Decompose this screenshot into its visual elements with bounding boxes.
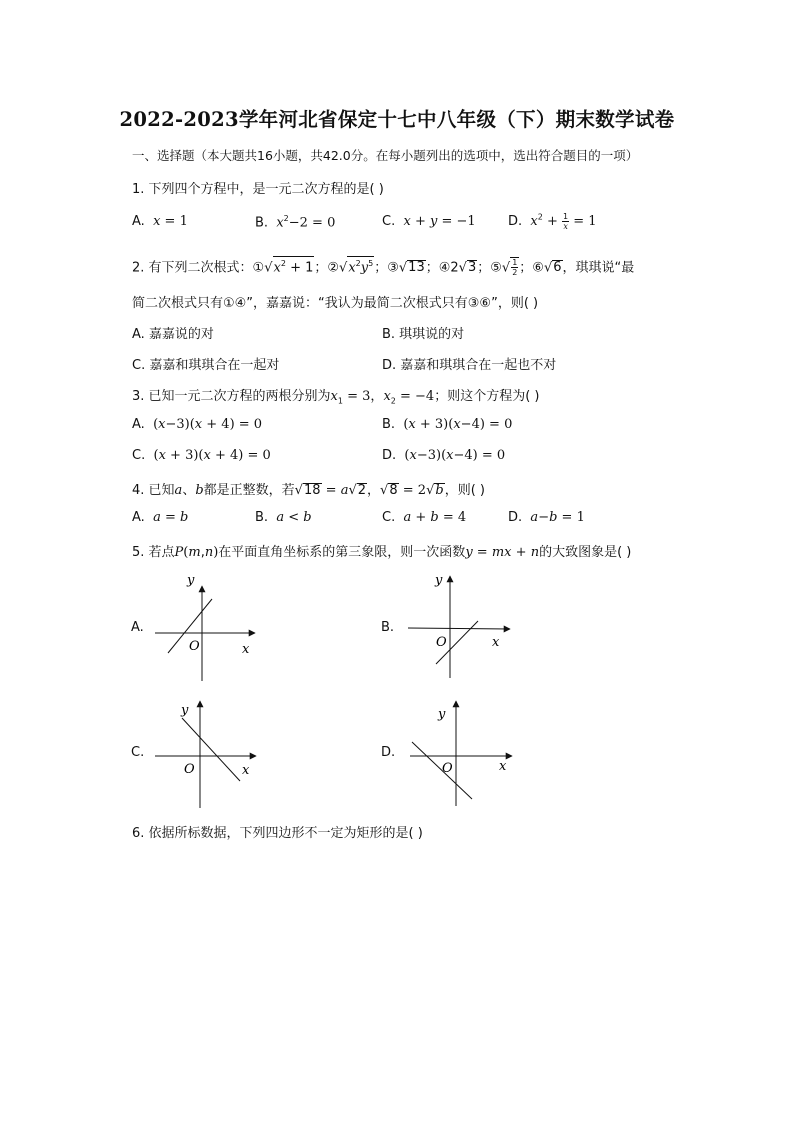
question-1-stem: 1. 下列四个方程中，是一元二次方程的是( ) [132,182,384,197]
question-2-stem-line1: 2. 有下列二次根式：$①√x^2 + 1$；$②√x^2y^5$；③√13；④2√3；⑤√ $\frac{1}{2}$ ；⑥√6，琪琪说“最 [132,256,634,277]
q5-option-c-label[interactable]: C. [131,745,145,760]
question-5-stem: 5. 若点P(m,n)在平面直角坐标系的第三象限，则一次函数y = mx + n的大致图象是( ) [132,545,632,560]
q1-option-c[interactable]: C. x + y = −1 [382,214,476,229]
question-6-stem: 6. 依据所标数据，下列四边形不一定为矩形的是( ) [132,826,423,841]
q1-option-b[interactable]: B. $x^2-2 = 0$ [255,214,336,231]
q5-graph-b[interactable] [400,566,515,686]
origin-label: O [436,635,447,650]
q3-option-b[interactable]: B. (x + 3)(x−4) = 0 [382,417,513,432]
origin-label: O [184,762,195,777]
q5-graph-c[interactable] [150,696,265,811]
q5-graph-a[interactable] [150,566,260,686]
q1-option-a[interactable]: A. x = 1 [132,214,188,229]
question-2-stem-line2: 简二次根式只有①④”，嘉嘉说：“我认为最简二次根式只有③⑥”，则( ) [132,296,539,311]
y-label: y [435,573,443,588]
q4-option-d[interactable]: D. a−b = 1 [508,510,585,525]
x-label: x [492,635,500,650]
origin-label: O [442,761,453,776]
q3-option-c[interactable]: C. (x + 3)(x + 4) = 0 [132,448,271,463]
question-3-stem: 3. 已知一元二次方程的两根分别为$x_1 = 3$，$x_2 = -4$；则这个方程为( ) [132,389,540,406]
y-label: y [181,703,189,718]
q2-option-a[interactable]: A. 嘉嘉说的对 [132,327,214,342]
x-label: x [499,759,507,774]
q2-option-b[interactable]: B. 琪琪说的对 [382,327,465,342]
q1-option-d[interactable]: D. $x^2$ + $\frac{1}{x}$ = 1 [508,212,597,231]
page-title: 2022-2023学年河北省保定十七中八年级（下）期末数学试卷 [119,108,675,131]
q2-option-c[interactable]: C. 嘉嘉和琪琪合在一起对 [132,358,280,373]
question-4-stem: 4. 已知a、b都是正整数，若√18 = a√2，√8 = 2√b，则( ) [132,483,485,498]
q5-option-a-label[interactable]: A. [131,620,144,635]
q4-option-b[interactable]: B. a < b [255,510,312,525]
y-label: y [438,707,446,722]
q4-option-a[interactable]: A. a = b [132,510,189,525]
q3-option-a[interactable]: A. (x−3)(x + 4) = 0 [132,417,263,432]
q5-graph-d[interactable] [400,696,520,811]
q2-option-d[interactable]: D. 嘉嘉和琪琪合在一起也不对 [382,358,557,373]
x-axis [408,628,510,629]
y-label: y [187,573,195,588]
q4-option-c[interactable]: C. a + b = 4 [382,510,467,525]
q5-option-b-label[interactable]: B. [381,620,395,635]
x-label: x [242,642,250,657]
q5-option-d-label[interactable]: D. [381,745,396,760]
x-label: x [242,763,250,778]
origin-label: O [189,639,200,654]
q3-option-d[interactable]: D. (x−3)(x−4) = 0 [382,448,506,463]
section-heading: 一、选择题（本大题共16小题，共42.0分。在每小题列出的选项中，选出符合题目的一项） [132,148,639,163]
